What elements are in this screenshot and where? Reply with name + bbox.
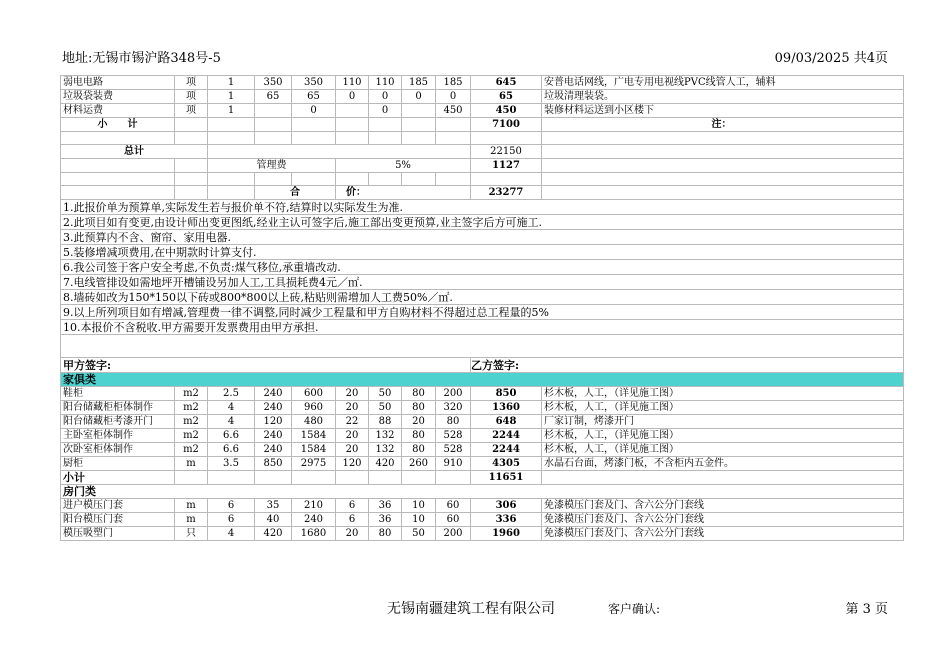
item-name: 鞋柜 [61,387,175,401]
header-date-pages: 09/03/2025 共4页 [774,51,888,66]
item-name: 主卧室柜体制作 [61,429,175,443]
item-amount: 306 [471,499,542,513]
blank-row [61,173,904,186]
item-remark: 免漆模压门套及门、含六公分门套线 [542,513,904,527]
item-value: 0 [369,104,402,118]
furniture-subtotal-row [61,471,904,485]
item-value: 项 [175,76,208,90]
grand-total-row [61,186,904,200]
note-row [61,215,904,230]
footer-company: 无锡南疆建筑工程有限公司 [387,601,555,617]
furniture-subtotal-label: 小计 [61,471,175,485]
item-row [61,387,904,401]
item-amount: 1960 [471,527,542,541]
item-value: m [175,513,208,527]
doors-body [61,499,904,541]
item-value: 240 [255,401,292,415]
item-value: 0 [292,104,336,118]
mgmt-value: 1127 [471,159,542,173]
item-value: 50 [369,387,402,401]
item-value: 528 [436,443,471,457]
furniture-body [61,387,904,471]
note-text: 6.我公司签于客户安全考虑,不负责:煤气移位,承重墙改动. [61,260,904,275]
item-value: 35 [255,499,292,513]
item-value: 420 [369,457,402,471]
item-value: 1680 [292,527,336,541]
item-value: 200 [436,387,471,401]
item-value: 88 [369,415,402,429]
item-amount: 2244 [471,429,542,443]
item-name: 垃圾袋装费 [61,90,175,104]
note-text: 1.此报价单为预算单,实际发生若与报价单不符,结算时以实际发生为准. [61,200,904,215]
item-value: 0 [402,90,436,104]
item-value: 80 [436,415,471,429]
item-value: 22 [336,415,369,429]
item-value: 1 [208,90,255,104]
total-row [61,145,904,159]
item-value: 36 [369,513,402,527]
item-value: 60 [436,513,471,527]
item-name: 阳台储藏柜柜体制作 [61,401,175,415]
item-row [61,401,904,415]
item-value: 1 [208,104,255,118]
item-value: 1 [208,76,255,90]
footer-page-number: 第 3 页 [845,602,888,617]
item-row [61,76,904,90]
item-value: 20 [336,387,369,401]
item-remark: 水晶石台面，烤漆门板，不含柜内五金件。 [542,457,904,471]
notes-body [61,200,904,335]
item-value: 65 [255,90,292,104]
item-value: m2 [175,415,208,429]
total-label: 总计 [61,145,208,159]
signature-body [61,335,904,387]
item-value: 200 [436,527,471,541]
item-value: 420 [255,527,292,541]
item-value: 6 [208,499,255,513]
item-remark: 装修材料运送到小区楼下 [542,104,904,118]
note-text: 2.此项目如有变更,由设计师出变更图纸,经业主认可签字后,施工部出变更预算,业主签字后方可施工. [61,215,904,230]
note-text: 7.电线管排设如需地坪开槽铺设另加人工,工具损耗费4元／㎡. [61,275,904,290]
item-value: 120 [336,457,369,471]
item-value: 960 [292,401,336,415]
subtotal-label: 小 计 [61,118,175,132]
section-summary [61,118,904,200]
note-text: 9.以上所列项目如有增减,管理费一律不调整,同时减少工程量和甲方自购材料不得超过总工程量的5% [61,305,904,320]
item-amount: 850 [471,387,542,401]
item-value: 60 [436,499,471,513]
mgmt-label: 管理费 [208,159,336,173]
note-row [61,320,904,335]
item-value: 1584 [292,429,336,443]
item-value: 240 [292,513,336,527]
item-value: m2 [175,429,208,443]
item-value: 350 [255,76,292,90]
note-text: 10.本报价不含税收.甲方需要开发票费用由甲方承担. [61,320,904,335]
item-value: m [175,457,208,471]
note-row [61,230,904,245]
item-value: 50 [369,401,402,415]
item-value: 185 [402,76,436,90]
blank-row [61,335,904,358]
item-name: 阳台储藏柜考漆开门 [61,415,175,429]
footer-customer-confirm: 客户确认: [608,602,661,616]
item-row [61,513,904,527]
item-value: 0 [369,90,402,104]
item-value: 80 [402,443,436,457]
section-a-body [61,76,904,118]
item-value: 110 [369,76,402,90]
doors-section-title: 房门类 [61,485,904,499]
header-address: 地址:无锡市锡沪路348号-5 [62,51,221,66]
item-value: 20 [336,429,369,443]
furniture-subtotal-value: 11651 [471,471,542,485]
item-value: m [175,499,208,513]
item-value: 1584 [292,443,336,457]
item-value: 0 [436,90,471,104]
section-title-row [61,373,904,387]
item-value: m2 [175,401,208,415]
item-row [61,429,904,443]
party-a-signature: 甲方签字: [61,358,471,373]
item-value: 240 [255,429,292,443]
item-value: 20 [336,527,369,541]
item-remark: 免漆模压门套及门、含六公分门套线 [542,499,904,513]
item-row [61,499,904,513]
item-value: 6 [208,513,255,527]
grand-label-a: 合 [255,186,336,200]
item-value: 120 [255,415,292,429]
item-value: 240 [255,443,292,457]
item-value: 20 [336,443,369,457]
note-row [61,305,904,320]
item-remark: 安普电话网线，广电专用电视线PVC线管人工，辅料 [542,76,904,90]
item-value: 36 [369,499,402,513]
item-value: 80 [369,527,402,541]
item-value: m2 [175,387,208,401]
item-row [61,415,904,429]
item-value: 40 [255,513,292,527]
item-name: 厨柜 [61,457,175,471]
total-value: 22150 [471,145,542,159]
item-value: 240 [255,387,292,401]
item-value: 4 [208,401,255,415]
item-value: 6 [336,499,369,513]
item-value: 110 [336,76,369,90]
item-amount: 336 [471,513,542,527]
item-row [61,443,904,457]
furniture-section-title: 家俱类 [61,373,904,387]
note-row [61,260,904,275]
blank-row [61,132,904,145]
item-value: 850 [255,457,292,471]
note-row [61,200,904,215]
item-value: 210 [292,499,336,513]
item-value [336,104,369,118]
item-amount: 2244 [471,443,542,457]
subtotal-value: 7100 [471,118,542,132]
item-value: 132 [369,443,402,457]
item-value: 只 [175,527,208,541]
item-value: 50 [402,527,436,541]
item-value: 80 [402,387,436,401]
signature-row [61,358,904,373]
section-title-row [61,485,904,499]
item-name: 阳台模压门套 [61,513,175,527]
note-row [61,275,904,290]
item-value: 260 [402,457,436,471]
item-value: 2975 [292,457,336,471]
item-amount: 648 [471,415,542,429]
item-remark: 厂家订制，烤漆开门 [542,415,904,429]
item-amount: 450 [471,104,542,118]
item-name: 弱电电路 [61,76,175,90]
item-value: 65 [292,90,336,104]
item-value: 80 [402,429,436,443]
item-value: 185 [436,76,471,90]
item-value: 600 [292,387,336,401]
item-row [61,457,904,471]
grand-label-b: 价： [336,186,471,200]
item-remark: 垃圾清理装袋。 [542,90,904,104]
item-name: 次卧室柜体制作 [61,443,175,457]
item-value: 6.6 [208,429,255,443]
note-text: 5.装修增减项费用,在中期款时计算支付. [61,245,904,260]
item-value: 480 [292,415,336,429]
item-value: 450 [436,104,471,118]
item-value: 528 [436,429,471,443]
mgmt-rate: 5% [336,159,471,173]
item-value: 0 [336,90,369,104]
item-value: 80 [402,401,436,415]
item-value: 项 [175,90,208,104]
item-value: 6 [336,513,369,527]
item-value: 320 [436,401,471,415]
item-value: 20 [336,401,369,415]
note-row [61,245,904,260]
note-text: 3.此预算内不含、窗帘、家用电器. [61,230,904,245]
item-row [61,527,904,541]
item-amount: 645 [471,76,542,90]
item-row [61,104,904,118]
item-amount: 1360 [471,401,542,415]
item-value [255,104,292,118]
item-value: 4 [208,527,255,541]
item-value: 910 [436,457,471,471]
item-name: 进户模压门套 [61,499,175,513]
item-value: m2 [175,443,208,457]
mgmt-row [61,159,904,173]
item-value: 3.5 [208,457,255,471]
item-value: 项 [175,104,208,118]
party-b-signature: 乙方签字: [471,358,904,373]
note-text: 8.墙砖如改为150*150以下砖或800*800以上砖,粘贴则需增加人工费50%／㎡. [61,290,904,305]
item-name: 材料运费 [61,104,175,118]
note-row [61,290,904,305]
item-value: 132 [369,429,402,443]
item-value: 20 [402,415,436,429]
item-row [61,90,904,104]
item-amount: 65 [471,90,542,104]
item-value: 10 [402,513,436,527]
item-remark: 杉木板，人工，（详见施工图） [542,429,904,443]
quotation-table [60,75,904,541]
subtotal-row [61,118,904,132]
item-amount: 4305 [471,457,542,471]
item-value: 10 [402,499,436,513]
grand-total-value: 23277 [471,186,542,200]
item-remark: 杉木板，人工，（详见施工图） [542,443,904,457]
item-value [402,104,436,118]
item-value: 350 [292,76,336,90]
item-remark: 免漆模压门套及门、含六公分门套线 [542,527,904,541]
furniture-summary [61,471,904,499]
item-remark: 杉木板，人工，（详见施工图） [542,387,904,401]
item-value: 4 [208,415,255,429]
item-remark: 杉木板，人工，（详见施工图） [542,401,904,415]
item-value: 2.5 [208,387,255,401]
note-label: 注： [542,118,904,132]
item-value: 6.6 [208,443,255,457]
item-name: 模压吸塑门 [61,527,175,541]
